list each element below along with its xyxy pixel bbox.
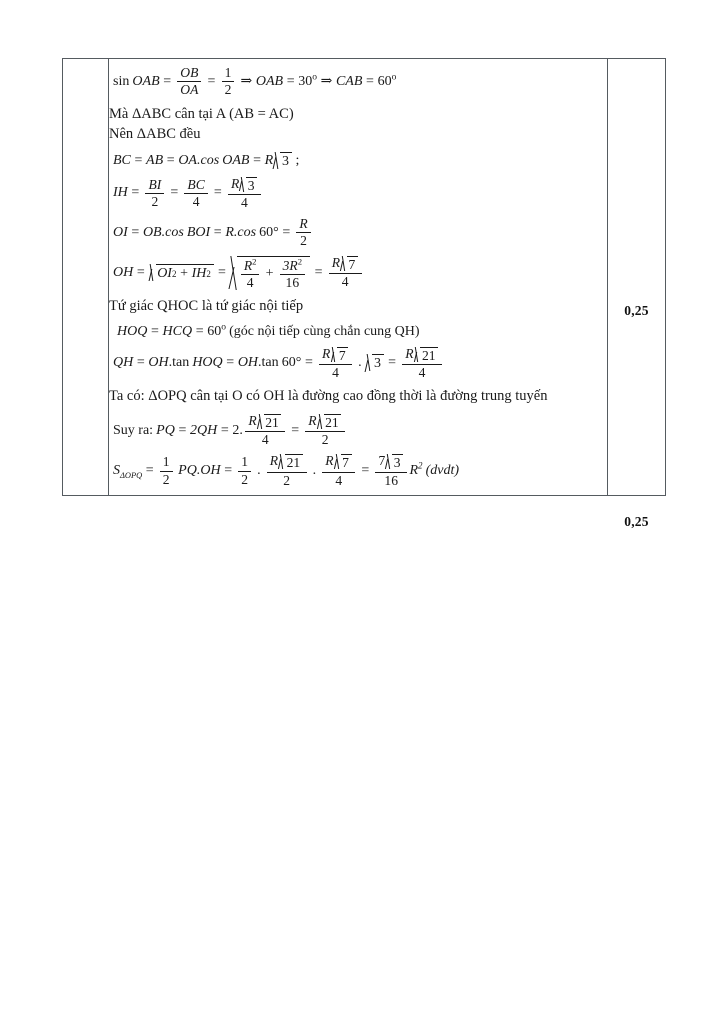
- coefficient-2: 2.: [232, 422, 243, 438]
- answer-table: [62, 58, 666, 529]
- segment-oi: OI: [157, 265, 172, 281]
- fraction-denominator: 4: [332, 364, 339, 380]
- fraction-numerator: R 7: [322, 454, 355, 472]
- fraction-denominator: 4: [246, 274, 254, 290]
- multiplication-dot: .: [358, 355, 362, 371]
- equals-sign: =: [178, 422, 187, 438]
- coefficient-r: R: [264, 152, 274, 168]
- equals-sign: =: [213, 185, 222, 201]
- radical-sign-icon: [257, 414, 263, 430]
- fraction-denominator: 2: [151, 193, 159, 209]
- fraction-numerator: OB: [177, 66, 201, 82]
- segment-oh: OH: [113, 264, 134, 280]
- fraction-denominator: 2: [283, 472, 291, 488]
- fraction-bc-over-4: [184, 178, 207, 210]
- fraction-r2-over-4: [241, 256, 260, 291]
- radical-sign-icon: [317, 414, 323, 430]
- fraction-denominator: 16: [285, 274, 300, 290]
- score-cell: [608, 59, 666, 529]
- fraction-denominator: 4: [192, 193, 200, 209]
- fraction-denominator: OA: [180, 82, 199, 98]
- implies-arrow-icon: ⇒: [240, 74, 253, 90]
- sqrt-oi2-plus-ih2: [149, 264, 214, 282]
- sin-operator: sin: [113, 73, 130, 89]
- radical-sign-icon: [341, 256, 347, 272]
- fraction-rsqrt7-over-4: [319, 347, 352, 381]
- fraction-7sqrt3-over-16: [375, 454, 406, 488]
- sqrt-3: [366, 354, 384, 372]
- angle-cab: CAB: [335, 73, 363, 89]
- multiplication-dot: .: [257, 463, 261, 478]
- segment-ih: IH: [113, 185, 128, 201]
- fraction-numerator: R 21: [245, 414, 285, 432]
- radical-sign-icon: [240, 177, 246, 193]
- r-squared: $R^2$: [409, 460, 423, 478]
- fraction-rsqrt3-over-4: [228, 177, 261, 211]
- radical-sign-icon: [334, 454, 340, 470]
- angle-hoq: HOQ: [192, 355, 223, 371]
- angle-hcq: HCQ: [162, 323, 193, 339]
- suy-ra-label: Suy ra:: [113, 422, 154, 438]
- oa-cos-operator: OA.cos: [178, 152, 220, 168]
- equals-sign: =: [304, 355, 313, 371]
- equals-sign: =: [224, 463, 233, 478]
- line-oi: [113, 217, 607, 249]
- area-subscript: ΔOPQ: [120, 470, 143, 480]
- radicand: [237, 256, 311, 291]
- fraction-ob-over-oa: [177, 66, 201, 98]
- segment-ab: AB: [146, 152, 164, 168]
- equals-sign: =: [131, 224, 140, 240]
- fraction-numerator: 7 3: [375, 454, 406, 472]
- question-index-cell: [63, 59, 109, 496]
- equals-sign: =: [134, 152, 143, 168]
- fraction-3r2-over-16: [280, 256, 305, 291]
- equals-sign: =: [150, 323, 159, 339]
- plus-sign: +: [265, 266, 274, 282]
- fraction-rsqrt21-over-4: [245, 414, 285, 448]
- sqrt-21: [257, 414, 281, 430]
- sqrt-7: [341, 256, 358, 272]
- fraction-numerator: R 7: [319, 347, 352, 365]
- segment-qh: QH: [113, 355, 134, 371]
- fraction-numerator: 1: [222, 66, 235, 82]
- radicand: 7: [337, 347, 348, 363]
- line-sin-oab: [113, 66, 607, 98]
- sqrt-21: [279, 454, 303, 470]
- fraction-bi-over-2: [145, 178, 164, 210]
- equals-sign: =: [136, 355, 145, 371]
- line-tu-giac-qhoc: Tứ giác QHOC là tứ giác nội tiếp: [109, 298, 304, 315]
- fraction-r-over-2: [296, 217, 310, 249]
- unit-label: (dvdt): [425, 463, 460, 478]
- segment-pq: PQ: [156, 422, 175, 438]
- table-row: [63, 59, 666, 496]
- line-suy-ra: [113, 414, 607, 448]
- equals-sign: =: [131, 185, 140, 201]
- radical-sign-icon: [230, 256, 236, 291]
- angle-oab-value: 30$^o$: [298, 72, 317, 89]
- radicand: 7: [341, 454, 352, 470]
- implies-arrow-icon: ⇒: [320, 74, 333, 90]
- line-area-opq: [113, 454, 607, 488]
- equals-sign: =: [136, 264, 145, 280]
- equals-sign: =: [314, 264, 323, 280]
- radicand: 3: [372, 354, 383, 372]
- coefficient-r: R: [230, 175, 240, 191]
- radical-sign-icon: [386, 454, 392, 470]
- equals-sign: =: [291, 422, 300, 438]
- sqrt-3: [274, 152, 292, 170]
- equals-sign: =: [213, 224, 222, 240]
- line-ta-co-opq: Ta có: ΔOPQ cân tại O có OH là đường cao đồng thời là đường trung tuyến: [109, 388, 548, 405]
- fraction-denominator: 4: [341, 274, 349, 290]
- segment-oh: OH: [148, 355, 169, 371]
- radical-sign-icon: [331, 347, 337, 363]
- fraction-denominator: 2: [241, 471, 249, 487]
- degree-symbol: o: [391, 72, 397, 83]
- angle-oab: OAB: [222, 152, 250, 168]
- equals-sign: =: [145, 463, 154, 478]
- sqrt-21: [414, 347, 438, 363]
- angle-oab: OAB: [255, 73, 284, 89]
- multiplication-dot: .: [312, 463, 317, 478]
- radical-sign-icon: [149, 264, 155, 282]
- angle-hoq: HOQ: [117, 323, 148, 339]
- equals-sign: =: [388, 355, 397, 371]
- fraction-denominator: 4: [261, 432, 269, 447]
- area-symbol: $S_{\Delta OPQ}$: [113, 463, 143, 480]
- equals-sign: =: [361, 463, 370, 478]
- fraction-denominator: 2: [321, 432, 329, 447]
- angle-oab: OAB: [132, 73, 160, 89]
- tan-operator: .tan: [168, 355, 190, 371]
- line-qh: [113, 347, 607, 381]
- equals-sign: =: [163, 73, 172, 89]
- pq-times-oh: PQ.OH: [178, 463, 221, 478]
- fraction-denominator: 2: [300, 233, 307, 249]
- equals-sign: =: [286, 73, 295, 89]
- fraction-numerator: R: [296, 217, 310, 233]
- angle-boi: BOI: [186, 224, 211, 240]
- fraction-denominator: 4: [241, 194, 248, 210]
- score-mark-1: 0,25: [624, 303, 649, 318]
- sqrt-sum-of-fractions: [230, 256, 310, 291]
- angle-value-60: 60$^o$: [207, 322, 226, 339]
- segment-bc: BC: [113, 152, 131, 168]
- equals-sign: =: [166, 152, 175, 168]
- fraction-numerator: R 21: [305, 414, 345, 432]
- radical-sign-icon: [366, 354, 372, 372]
- fraction-numerator: R 21: [402, 347, 442, 365]
- sqrt-7: [334, 454, 351, 470]
- equals-sign: =: [195, 323, 204, 339]
- fraction-one-half: [222, 66, 235, 98]
- line-oh: [113, 256, 607, 291]
- radicand: 21: [264, 414, 282, 430]
- fraction-rsqrt21-over-4: [402, 347, 442, 381]
- plus-sign: +: [180, 265, 188, 281]
- equals-sign: =: [253, 152, 261, 168]
- r-cos-operator: R.cos: [225, 224, 257, 240]
- fraction-numerator: BI: [145, 178, 164, 194]
- line-ih: [113, 177, 607, 211]
- degree-symbol: o: [221, 322, 226, 333]
- fraction-numerator: $R^2$: [241, 259, 260, 275]
- fraction-denominator: 2: [224, 82, 232, 98]
- fraction-denominator: 4: [335, 472, 343, 488]
- equals-sign: =: [282, 224, 291, 240]
- tan-operator: .tan: [258, 355, 279, 371]
- degree-symbol: °: [273, 224, 279, 240]
- degree-symbol: o: [312, 72, 317, 83]
- fraction-rsqrt21-over-2: [267, 454, 307, 488]
- angle-60-value: 60°: [259, 224, 279, 240]
- score-mark-2: 0,25: [624, 514, 649, 529]
- sqrt-21: [317, 414, 341, 430]
- fraction-numerator: 1: [238, 455, 251, 471]
- fraction-numerator: 1: [160, 455, 173, 471]
- equals-sign: =: [366, 73, 374, 89]
- angle-value-60: 60°: [281, 355, 302, 371]
- fraction-one-half: [160, 455, 173, 487]
- fraction-numerator: $3R^2$: [280, 259, 305, 275]
- sqrt-3: [386, 454, 403, 470]
- inscribed-angle-note: (góc nội tiếp cùng chắn cung QH): [229, 323, 420, 339]
- equals-sign: =: [170, 185, 179, 201]
- angle-cab-value: 60$^o$: [377, 72, 397, 89]
- radicand: 3: [246, 177, 257, 193]
- radicand: 21: [420, 347, 438, 363]
- radicand: 3: [392, 454, 403, 470]
- fraction-denominator: 2: [162, 471, 170, 487]
- sqrt-7: [331, 347, 348, 363]
- radicand: OI 2 + IH 2: [156, 264, 214, 282]
- solution-body-cell: [109, 59, 608, 496]
- equals-sign: =: [217, 264, 226, 280]
- equals-sign: =: [220, 422, 229, 438]
- two-qh: 2QH: [189, 422, 218, 438]
- fraction-rsqrt21-over-2: [305, 414, 345, 448]
- equals-sign: =: [226, 355, 235, 371]
- fraction-numerator: R 21: [267, 454, 307, 472]
- fraction-denominator: 16: [384, 472, 398, 488]
- fraction-numerator: R 7: [329, 256, 362, 274]
- radicand: 7: [347, 256, 358, 272]
- line-hoq: [117, 324, 607, 340]
- radicand: 3: [280, 152, 291, 170]
- fraction-rsqrt7-over-4: [322, 454, 355, 488]
- equals-sign: =: [207, 73, 216, 89]
- segment-ih: IH: [191, 265, 207, 281]
- segment-oi: OI: [113, 224, 128, 240]
- radical-sign-icon: [414, 347, 420, 363]
- fraction-numerator: [228, 177, 261, 195]
- semicolon: ;: [295, 152, 300, 168]
- fraction-one-half: [238, 455, 251, 487]
- line-ma-abc: Mà ΔABC cân tại A (AB = AC): [109, 105, 294, 122]
- radicand: 21: [285, 454, 303, 470]
- fraction-denominator: 4: [418, 364, 426, 380]
- radical-sign-icon: [279, 454, 285, 470]
- line-bc: [113, 152, 607, 170]
- ob-cos-operator: OB.cos: [142, 224, 184, 240]
- sqrt-3: [240, 177, 257, 193]
- line-nen-abc: Nên ΔABC đều: [109, 126, 201, 143]
- fraction-numerator: BC: [184, 178, 207, 194]
- radical-sign-icon: [274, 152, 280, 170]
- degree-symbol: °: [295, 355, 302, 371]
- fraction-rsqrt7-over-4: [329, 256, 362, 290]
- radicand: 21: [324, 414, 342, 430]
- segment-oh: OH: [237, 355, 259, 371]
